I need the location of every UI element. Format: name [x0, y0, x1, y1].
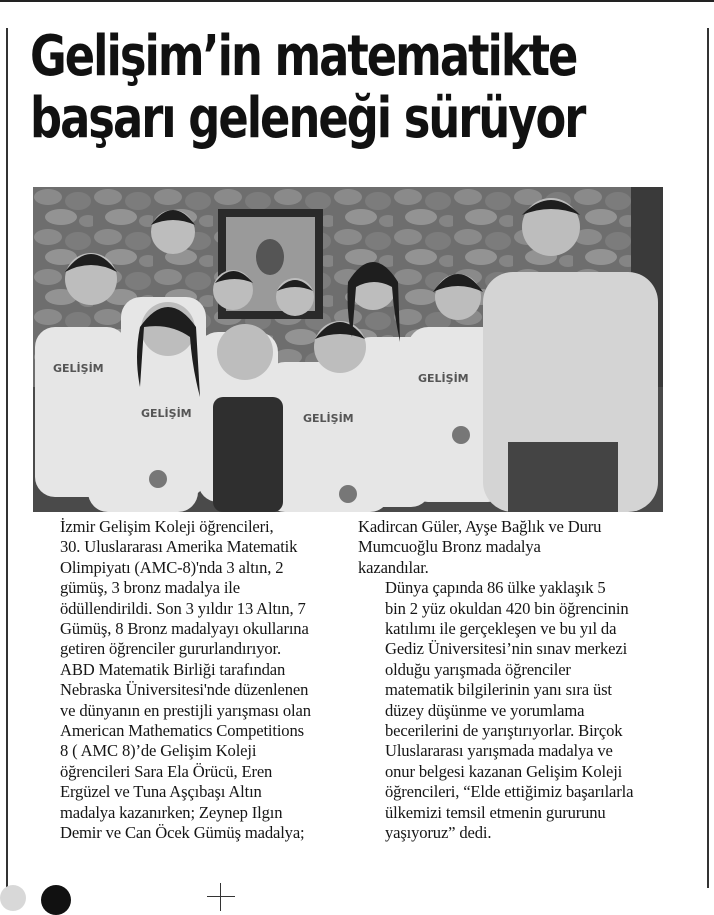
text-line: Kadircan Güler, Ayşe Bağlık ve Duru: [358, 517, 602, 536]
group-photo: [33, 187, 663, 512]
paragraph-intro: [33, 517, 343, 660]
text-line: ve dünyanın en prestijli yarışması olan: [60, 700, 311, 720]
text-line: matematik bilgilerinin yanı sıra üst: [385, 680, 612, 700]
text-line: öğrencileri Sara Ela Örücü, Eren: [60, 761, 273, 781]
text-line: ödüllendirildi. Son 3 yıldır 13 Altın, 7: [60, 598, 306, 618]
right-border-rule: [707, 28, 709, 888]
headline-line-1: Gelişim’in matematikte: [30, 24, 577, 89]
text-line: Demir ve Can Öcek Gümüş madalya;: [60, 823, 305, 843]
text-line: ABD Matematik Birliği tarafından: [60, 659, 286, 679]
group-photo-icon: [33, 187, 663, 512]
text-line: Uluslararası yarışmada madalya ve: [385, 741, 613, 761]
text-line: yaşıyoruz” dedi.: [385, 823, 492, 843]
text-line: İzmir Gelişim Koleji öğrencileri,: [60, 517, 274, 536]
text-line: onur belgesi kazanan Gelişim Koleji: [385, 761, 623, 781]
text-line: becerilerini de yarıştırıyorlar. Birçok: [385, 721, 623, 741]
text-line: 30. Uluslararası Amerika Matematik: [60, 537, 298, 557]
svg-text:GELİŞİM: GELİŞİM: [418, 372, 469, 385]
text-line: American Mathematics Competitions: [60, 721, 304, 741]
svg-text:GELİŞİM: GELİŞİM: [303, 412, 354, 425]
text-line: bin 2 yüz okuldan 420 bin öğrencinin: [385, 598, 629, 618]
text-line: 8 ( AMC 8)’de Gelişim Koleji: [60, 741, 257, 761]
text-line: Olimpiyatı (AMC-8)'nda 3 altın, 2: [60, 557, 284, 577]
article-column-right: [358, 517, 668, 844]
top-border-rule: [0, 0, 714, 2]
text-line: gümüş, 3 bronz madalya ile: [60, 578, 240, 598]
registration-mark-gray: [0, 885, 26, 911]
text-line: madalya kazanırken; Zeynep Ilgın: [60, 802, 283, 822]
left-border-rule: [6, 28, 8, 888]
article-column-left: [33, 517, 343, 844]
text-line: öğrencileri, “Elde ettiğimiz başarılarla: [385, 782, 634, 802]
text-line: Nebraska Üniversitesi'nde düzenlenen: [60, 680, 309, 700]
text-line: ülkemizi temsil etmenin gururunu: [385, 802, 606, 822]
paragraph-world-participation: [358, 578, 668, 843]
text-line: getiren öğrenciler gururlandırıyor.: [60, 639, 281, 659]
paragraph-continued: [358, 517, 668, 578]
paragraph-competition: [33, 660, 343, 844]
text-line: kazandılar.: [358, 557, 429, 577]
headline: [30, 24, 585, 151]
text-line: Gümüş, 8 Bronz madalyayı okullarına: [60, 619, 309, 639]
headline-line-2: başarı geleneği sürüyor: [30, 86, 585, 151]
text-line: düzey düşünme ve yorumlama: [385, 700, 585, 720]
text-line: olduğu yarışmada öğrenciler: [385, 659, 571, 679]
text-line: katılımı ile gerçekleşen ve bu yıl da: [385, 619, 617, 639]
crosshair-mark-icon: [207, 883, 235, 911]
text-line: Ergüzel ve Tuna Aşçıbaşı Altın: [60, 782, 262, 802]
text-line: Dünya çapında 86 ülke yaklaşık 5: [385, 578, 606, 598]
text-line: Mumcuoğlu Bronz madalya: [358, 537, 541, 557]
svg-text:GELİŞİM: GELİŞİM: [53, 362, 104, 375]
svg-text:GELİŞİM: GELİŞİM: [141, 407, 192, 420]
text-line: Gediz Üniversitesi’nin sınav merkezi: [385, 639, 628, 659]
